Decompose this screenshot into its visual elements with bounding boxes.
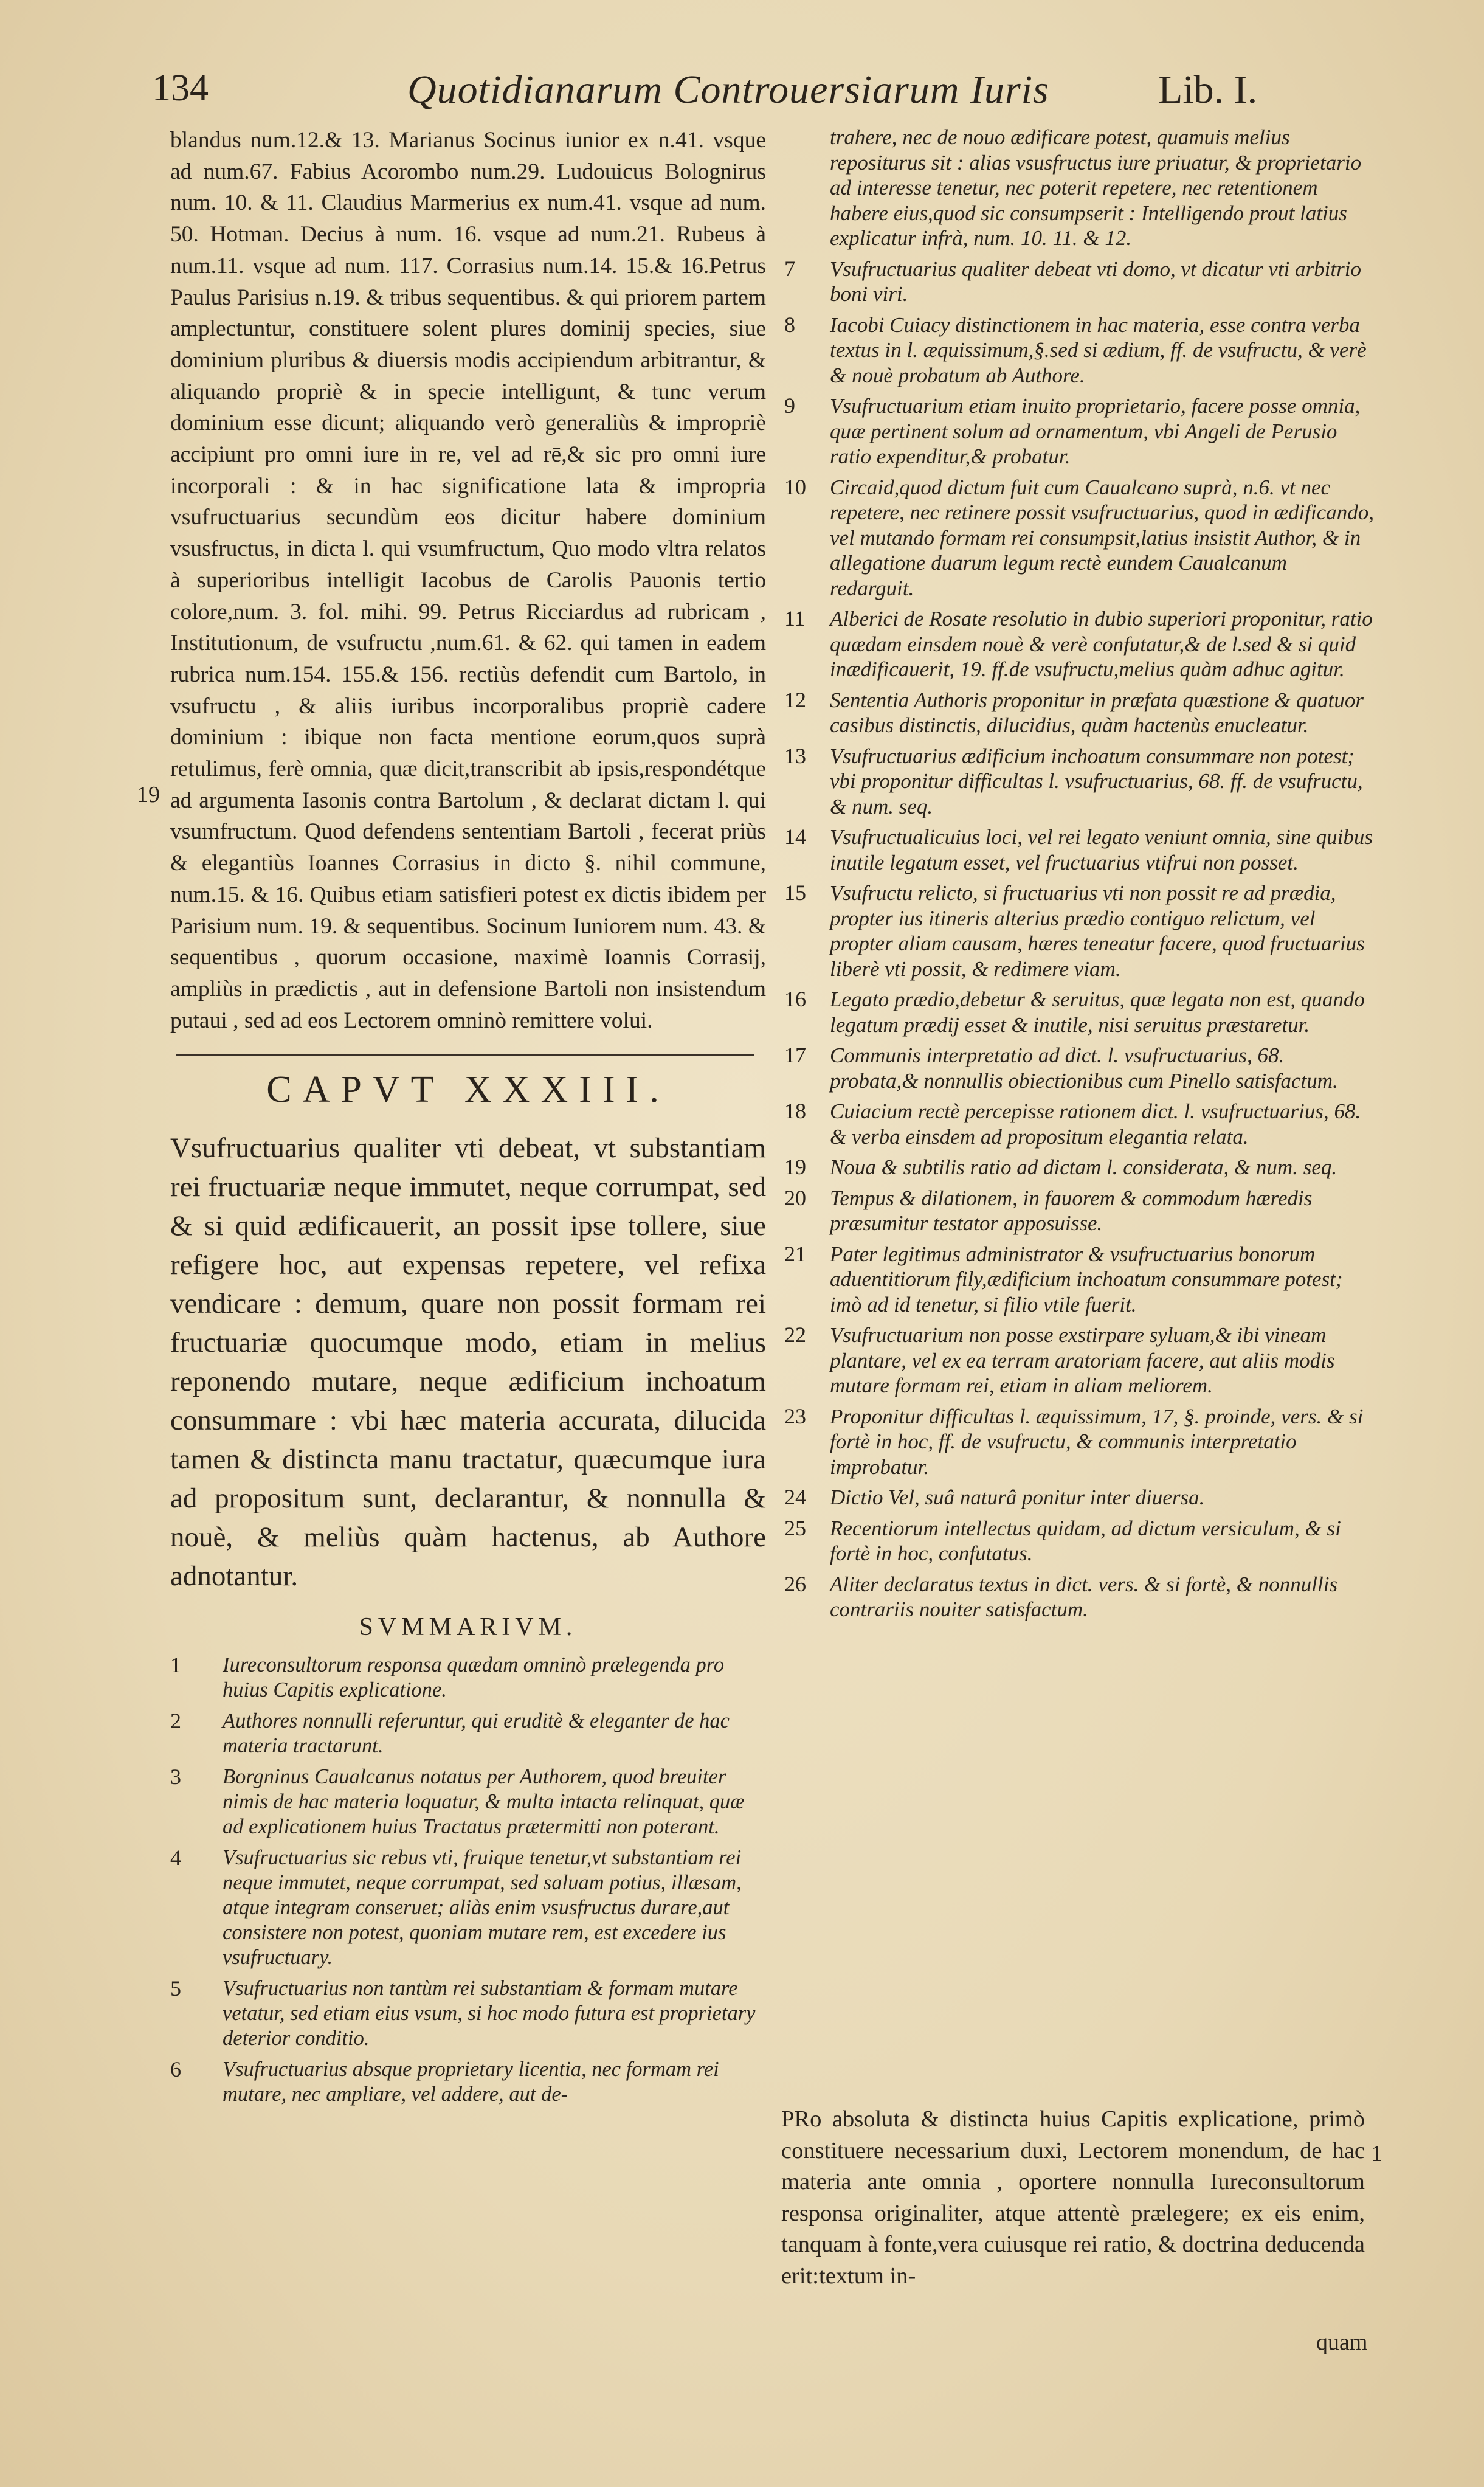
item-number: 15 bbox=[784, 880, 806, 905]
summary-item bbox=[784, 1404, 1374, 1480]
item-text: Iacobi Cuiacy distinctionem in hac materia, esse contra verba textus in l. æquissimum,§.sed si ædium, ff. de vsufructu, & verè & nouè probatum ab Authore. bbox=[830, 313, 1367, 387]
item-text: Communis interpretatio ad dict. l. vsufructuarius, 68. probata,& nonnullis obiectionibus cum Pinello satisfactum. bbox=[830, 1043, 1338, 1093]
item-text: Vsufructuarius ædificium inchoatum consummare non potest; vbi proponitur difficultas l. vsufructuarius, 68. ff. de vsufructu, & num. seq. bbox=[830, 744, 1363, 818]
item-text: Vsufructuarium etiam inuito proprietario, facere posse omnia, quæ pertinent solum ad ornamentum, vbi Angeli de Perusio ratio expenditur,& probatur. bbox=[830, 394, 1361, 468]
item-number: 9 bbox=[784, 393, 795, 418]
item-number: 10 bbox=[784, 474, 806, 499]
summary-item bbox=[784, 393, 1374, 469]
item-text: Iureconsultorum responsa quædam omninò prælegenda pro huius Capitis explicatione. bbox=[223, 1653, 725, 1702]
summary-item bbox=[784, 1043, 1374, 1093]
item-number: 20 bbox=[784, 1185, 806, 1210]
item-number: 19 bbox=[784, 1155, 806, 1179]
book-number: Lib. I. bbox=[1158, 67, 1258, 112]
item-number: 2 bbox=[170, 1709, 181, 1734]
item-text: Authores nonnulli referuntur, qui eruditè & eleganter de hac materia tractarunt. bbox=[223, 1709, 730, 1758]
summarium-title: SVMMARIVM. bbox=[359, 1613, 578, 1642]
item-text: Vsufructuarius absque proprietary licentia, nec formam rei mutare, nec ampliare, vel addere, aut de- bbox=[223, 2058, 719, 2106]
item-number: 18 bbox=[784, 1099, 806, 1123]
summary-item bbox=[170, 1709, 766, 1759]
summary-item bbox=[784, 688, 1374, 738]
item-number: 16 bbox=[784, 987, 806, 1011]
body-paragraph: PRo absoluta & distincta huius Capitis explicatione, primò constituere necessarium duxi, Lectorem monendum, de hac materia ante omnia , oportere nonnulla Iureconsultorum responsa originaliter, atque attentè prælegere; ex eis enim, tanquam à fonte,vera cuiusque rei ratio, & doctrina deducenda erit:textum in- bbox=[781, 2106, 1365, 2289]
margin-number: 19 bbox=[137, 782, 160, 808]
item-number: 17 bbox=[784, 1043, 806, 1067]
summary-item bbox=[784, 257, 1374, 307]
item-number: 4 bbox=[170, 1845, 181, 1870]
item-number: 13 bbox=[784, 743, 806, 768]
summary-item bbox=[784, 1516, 1374, 1566]
summary-item bbox=[784, 1099, 1374, 1149]
chapter-heading: Vsufructuarius qualiter vti debeat, vt substantiam rei fructuariæ neque immutet, neque corrumpat, sed & si quid ædificauerit, an possit ipse tollere, siue refigere hoc, aut expensas repetere, vel refixa vendicare : demum, quare non possit formam rei fructuariæ quocumque modo, etiam in melius reponendo mutare, neque ædificium inchoatum consummare : vbi hæc materia accurata, dilucida tamen & distincta manu tractatur, quæcumque iura ad propositum sunt, declarantur, & nonnulla & nouè, & meliùs quàm hactenus, ab Authore adnotantur. bbox=[170, 1132, 766, 1593]
summary-item bbox=[170, 1765, 766, 1839]
item-text: Vsufructuarium non posse exstirpare syluam,& ibi vineam plantare, vel ex ea terram aratoriam facere, aut aliis modis mutare formam rei, etiam in aliam meliorem. bbox=[830, 1323, 1335, 1397]
summary-item bbox=[784, 1155, 1374, 1180]
summary-item bbox=[784, 744, 1374, 820]
item-text: Noua & subtilis ratio ad dictam l. considerata, & num. seq. bbox=[830, 1155, 1337, 1179]
item-text: Aliter declaratus textus in dict. vers. & si fortè, & nonnullis contrariis nouiter satisfactum. bbox=[830, 1572, 1338, 1621]
chapter-title: CAPVT XXXIII. bbox=[266, 1069, 670, 1111]
summary-item bbox=[784, 1323, 1374, 1399]
summary-item bbox=[170, 1976, 766, 2051]
item-number: 24 bbox=[784, 1485, 806, 1509]
item-text: Vsufructuarius sic rebus vti, fruique tenetur,vt substantiam rei neque immutet, neque corrumpat, sed saluam potius, illæsam, atque integram conseruet; aliàs enim vsusfructus durare,aut consistere non potest, quoniam mutare rem, est excedere ius vsufructuary. bbox=[223, 1846, 742, 1970]
summary-item bbox=[784, 1485, 1374, 1510]
item-number: 23 bbox=[784, 1403, 806, 1428]
left-column bbox=[170, 125, 766, 2113]
summary-item-continuation: trahere, nec de nouo ædificare potest, quamuis melius repositurus sit : alias vsusfructus iure priuatur, & proprietario ad interesse tenetur, nec poterit repetere, nec retentionem habere eius,quod sic consumpserit : Intelligendo prout latius explicatur infrà, num. 10. 11. & 12. bbox=[830, 125, 1362, 250]
right-column bbox=[784, 125, 1374, 1628]
item-number: 1 bbox=[170, 1653, 181, 1678]
item-text: Proponitur difficultas l. æquissimum, 17, §. proinde, vers. & si fortè in hoc, ff. de vsufructu, & communis interpretatio improbatur. bbox=[830, 1404, 1364, 1479]
summary-item bbox=[170, 1653, 766, 1703]
page-header bbox=[152, 67, 1429, 122]
item-text: Dictio Vel, suâ naturâ ponitur inter diuersa. bbox=[830, 1486, 1205, 1509]
summary-item bbox=[170, 2057, 766, 2107]
item-text: Vsufructu relicto, si fructuarius vti non possit re ad prædia, propter ius itineris alterius prædio contiguo relictum, vel propter aliam causam, hæres teneatur facere, quod fructuarius liberè vti possit, & redimere viam. bbox=[830, 881, 1365, 981]
item-text: Pater legitimus administrator & vsufructuarius bonorum aduentitiorum fily,ædificium inchoatum consummare potest; imò ad id tenetur, si filio vtile fuerit. bbox=[830, 1242, 1343, 1316]
item-text: Borgninus Caualcanus notatus per Authorem, quod breuiter nimis de hac materia loquatur, & multa intacta relinquat, quæ ad explicationem huius Tractatus prætermitti non poterant. bbox=[223, 1765, 745, 1839]
item-text: Cuiacium rectè percepisse rationem dict. l. vsufructuarius, 68. & verba einsdem ad propositum elegantia relata. bbox=[830, 1099, 1361, 1149]
running-title: Quotidianarum Controuersiarum Iuris bbox=[407, 67, 1049, 112]
item-text: Tempus & dilationem, in fauorem & commodum hæredis præsumitur testator apposuisse. bbox=[830, 1186, 1313, 1235]
item-text: Recentiorum intellectus quidam, ad dictum versiculum, & si fortè in hoc, confutatus. bbox=[830, 1516, 1341, 1565]
summary-item bbox=[784, 313, 1374, 389]
catchword: quam bbox=[1316, 2330, 1368, 2355]
summary-item bbox=[784, 1186, 1374, 1236]
continuation-paragraph: blandus num.12.& 13. Marianus Socinus iunior ex n.41. vsque ad num.67. Fabius Acorombo num.29. Ludouicus Bolognirus num. 10. & 11. Claudius Marmerius ex num.41. vsque ad num. 50. Hotman. Decius à num. 16. vsque ad num.21. Rubeus à num.11. vsque ad num. 117. Corrasius num.14. 15.& 16.Petrus Paulus Parisius n.19. & tribus sequentibus. & qui priorem partem amplectuntur, constituere solent plures dominij species, siue dominium pluribus & diuersis modis accipiendum arbitrantur, & aliquando propriè & in specie intelligunt, & tunc verum dominium esse dicunt; aliquando verò generaliùs & impropriè accipiunt pro omni iure in re, vel ad rē,& sic pro omni iure incorporali : & in hac significatione lata & impropria vsufructuarius secundùm eos dicitur habere dominium vsusfructus, in dicta l. qui vsumfructum, Quo modo vltra relatos à superioribus intelligit Iacobus de Carolis Pauonis tertio colore,num. 3. fol. mihi. 99. Petrus Ricciardus ad rubricam , Institutionum, de vsufructu ,num.61. & 62. qui tamen in eadem rubrica num.154. 155.& 156. rectiùs defendit cum Bartolo, in vsufructu , & aliis iuribus incorporalibus propriè cadere dominium : ibique non facta mentione eorum,quos suprà retulimus, ferè omnia, quæ dicit,transcribit ab ipsis,respondétque ad argumenta Iasonis contra Bartolum , & declarat dictam l. qui vsumfructum. Quod defendens sententiam Bartoli , fecerat priùs & elegantiùs Ioannes Corrasius in dicto §. nihil commune, num.15. & 16. Quibus etiam satisfieri potest ex dictis ibidem per Parisium num. 19. & sequentibus. Socinum Iuniorem num. 43. & sequentibus , quorum occasione, maximè Ioannis Corrasij, ampliùs in prædictis , aut in defensione Bartoli non insistendum putaui , sed ad eos Lectorem omninò remittere volui. bbox=[170, 128, 766, 1033]
summary-item bbox=[784, 1572, 1374, 1622]
margin-number: 1 bbox=[1371, 2141, 1382, 2167]
item-number: 5 bbox=[170, 1976, 181, 2001]
item-number: 6 bbox=[170, 2057, 181, 2082]
item-number: 21 bbox=[784, 1241, 806, 1266]
item-number: 3 bbox=[170, 1765, 181, 1790]
item-text: Vsufructuarius non tantùm rei substantiam & formam mutare vetatur, sed etiam eius vsum, si hoc modo futura est proprietary deterior conditio. bbox=[223, 1977, 756, 2050]
item-text: Vsufructualicuius loci, vel rei legato veniunt omnia, sine quibus inutile legatum esset, vel fructuarius vtifrui non posset. bbox=[830, 825, 1373, 874]
section-rule bbox=[176, 1054, 754, 1056]
summary-item bbox=[170, 1845, 766, 1970]
item-text: Sententia Authoris proponitur in præfata quæstione & quatuor casibus distinctis, dilucidius, quàm hactenùs enucleatur. bbox=[830, 688, 1364, 737]
item-number: 22 bbox=[784, 1323, 806, 1347]
item-number: 14 bbox=[784, 825, 806, 849]
summary-item bbox=[784, 825, 1374, 875]
item-number: 25 bbox=[784, 1515, 806, 1540]
item-text: Vsufructuarius qualiter debeat vti domo, vt dicatur vti arbitrio boni viri. bbox=[830, 257, 1361, 306]
summary-item bbox=[784, 880, 1374, 981]
summary-item bbox=[784, 987, 1374, 1037]
item-number: 8 bbox=[784, 312, 795, 337]
item-number: 12 bbox=[784, 687, 806, 712]
summary-item bbox=[784, 475, 1374, 601]
item-number: 26 bbox=[784, 1571, 806, 1596]
page-number: 134 bbox=[152, 67, 209, 109]
item-number: 7 bbox=[784, 256, 795, 281]
item-number: 11 bbox=[784, 606, 806, 631]
item-text: Circaid,quod dictum fuit cum Caualcano suprà, n.6. vt nec repetere, nec retinere possit vsufructuarius, quod in ædificando, vel mutando formam rei consumpsit,latius insistit Author, & in allegatione duarum legum rectè eundem Caualcanum redarguit. bbox=[830, 475, 1374, 600]
item-text: Legato prædio,debetur & seruitus, quæ legata non est, quando legatum prædij esset & inutile, nisi seruitus præstaretur. bbox=[830, 988, 1365, 1037]
summary-item bbox=[784, 1242, 1374, 1318]
summary-item bbox=[784, 606, 1374, 682]
item-text: Alberici de Rosate resolutio in dubio superiori proponitur, ratio quædam einsdem nouè & verè confutatur,& de l.sed & si quid inædificauerit, 19. ff.de vsufructu,melius quàm adhuc agitur. bbox=[830, 607, 1373, 681]
